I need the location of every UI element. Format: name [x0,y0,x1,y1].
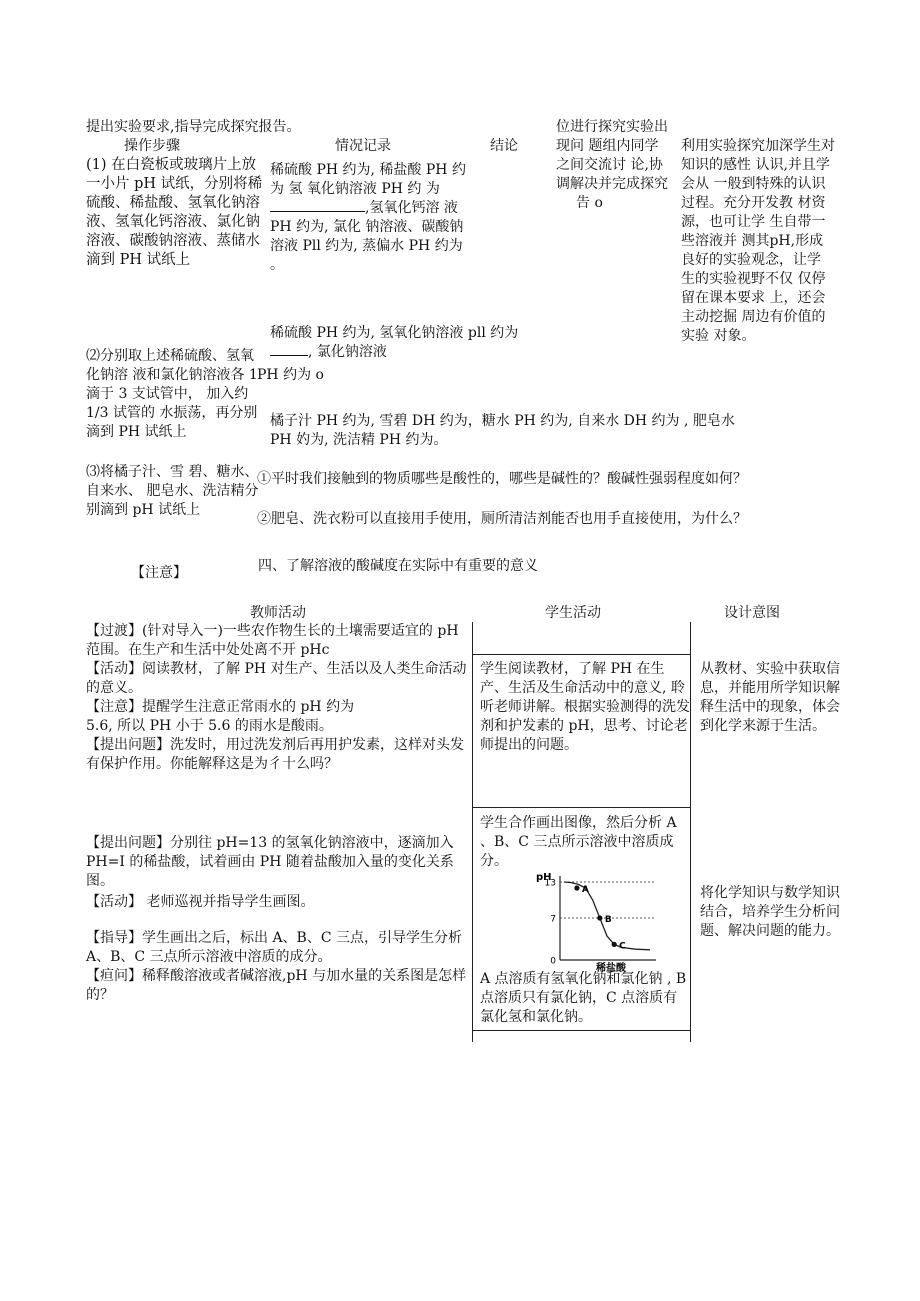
row-line-3 [472,1030,690,1031]
record-1: 稀硫酸 PH 约为, 稀盐酸 PH 约为 氢 氧化钠溶液 PH 约 为 ,氢氧化钙溶 液 PH 约为, 氯化 钠溶液、碳酸钠溶液 Pll 约为, 蒸偏水 PH 约为 。 [270,162,466,273]
note-label: 【注意】 [131,565,187,581]
header-record: 情况记录 [335,138,391,154]
teacher-column [86,622,472,774]
student-answer: A 点溶质有氢氧化钠和氯化钠 , B 点溶质只有氯化钠，C 点溶质有氯化氢和氯化钠。 [480,971,687,1025]
chart-y-label: pH [536,872,552,883]
divider-teacher-student [472,622,473,1042]
step-2: ⑵分别取上述稀硫酸、氢氧化钠溶 液和氯化钠溶液各 1 滴于 3 支试管中， 加入约 1/3 试管的 水振荡，再分别滴到 PH 试纸上 [86,348,258,440]
chart-x-label: 稀盐酸 [596,963,626,972]
student-graph-task: 学生合作画出图像，然后分析 A 、B、C 三点所示溶液中溶质成分。 [480,815,677,869]
design-intent-1: 从教材、实验中获取信息，并能用所学知识解释生活中的现象，体会到化学来源于生活。 [700,661,840,734]
chart-point-C [612,942,617,947]
chart-point-label: A [581,885,589,895]
header-teacher: 教师活动 [250,605,306,621]
teacher-question-hair: 【提出问题】洗发时，用过洗发剂后再用护发素，这样对头发有保护作用。你能解释这是为彳十么吗？ [86,737,464,772]
chart-tick-label: 7 [550,914,556,925]
step-1: (1) 在白瓷板或玻璃片上放一小片 pH 试纸，分别将稀硫酸、稀盐酸、氢氧化钠溶液、氢氧化钙溶液、氯化钠溶液、碳酸钠溶液、蒸储水滴到 PH 试纸上 [86,157,263,268]
ph-titration-chart [532,868,662,972]
chart-point-label: B [604,915,612,925]
header-design: 设计意图 [724,605,780,621]
chart-point-label: C [619,941,626,952]
record-2-end: PH 约为 o [257,367,324,383]
record-3: 橘子汁 PH 约为, 雪碧 DH 约为，糖水 PH 约为, 自来水 DH 约为 , 肥皂水 PH 妁为, 洗洁精 PH 约为。 [270,413,735,448]
design-intent-2: 将化学知识与数学知识结合，培养学生分析问题、解决问题的能力。 [700,885,840,939]
teacher-guide: 【指导】学生画出之后，标出 A、B、C 三点，引导学生分析 A、B、C 三点所示溶液中溶质的成分。 [86,930,463,965]
design-intent-top: 利用实验探究加深学生对知识的感性 认识,并且学会从 一般到特殊的认识 过程。充分开发教 材资源，也可让学 生自带一些溶液并 测其pH,形成良好的实验观念，让学 生的实验视野不仅 仅停留在课本要求 上，还会主动挖掘 周边有价值的实验 对象。 [681,138,835,344]
row-line-2 [472,807,690,808]
record-1-blank [270,211,365,212]
record-2-blank [270,355,308,356]
teacher-question-dilute: 【疸问】稀释酸溶液或者碱溶液,pH 与加水量的关系图是怎样的？ [86,968,467,1003]
teacher-note: 【注意】提醒学生注意正常雨水的 pH 约为 [86,699,355,715]
student-activity-tail: 告 o [576,195,603,211]
header-student: 学生活动 [545,605,601,621]
intro-line: 提出实验要求,指导完成探究报告。 [86,119,301,135]
student-activity-top: 位进行探究实验出现问 题组内同学 之间交流讨 论,协调解决并完成探究 告 o [556,119,668,211]
student-reading: 学生阅读教材，了解 PH 在生产、生活及生命活动中的意义, 聆听老师讲解。根据实验测得的洗发剂和护发素的 pH，思考、讨论老师提出的问题。 [480,661,690,753]
question-1: ①平时我们接触到的物质哪些是酸性的，哪些是碱性的？酸碱性强弱程度如何？ [257,471,747,487]
section-title: 四、了解溶液的酸碱度在实际中有重要的意义 [258,558,538,574]
question-2: ②肥皂、洗衣粉可以直接用手使用，厕所清洁剂能否也用手直接使用，为什么？ [257,511,747,527]
teacher-transition: 【过渡】(针对导入一)一些农作物生长的土壤需要适宜的 pH 范围。在生产和生活中处处离不开 pHc [86,623,459,658]
teacher-rain: 5.6, 所以 PH 小于 5.6 的雨水是酸雨。 [86,718,333,734]
chart-tick-label: 13 [544,878,556,889]
teacher-column-2 [86,834,472,1005]
teacher-question-graph: 【提出问题】分别往 pH=13 的氢氧化钠溶液中，逐滴加入 PH=I 的稀盐酸，试着画由 PH 随着盐酸加入量的变化关系图。 [86,835,454,889]
record-2: 稀硫酸 PH 约为, 氢氧化钠溶液 pll 约为 , 氯化钠溶液 [270,325,519,360]
teacher-activity: 【活动】阅读教材，了解 PH 对生产、生活以及人类生命活动的意义。 [86,661,467,696]
chart-point-A [574,885,579,890]
chart-tick-label: 0 [550,956,556,967]
chart-point-B [597,915,602,920]
header-conclusion: 结论 [490,138,518,154]
row-line-1 [472,654,690,655]
teacher-activity-2: 【活动】 老师巡视并指导学生画图。 [86,894,315,910]
step-3: ⑶将橘子汁、雪 碧、糖水、自来水、 肥皂水、洗洁精分 别滴到 pH 试纸上 [86,464,259,518]
header-steps: 操作步骤 [124,138,180,154]
divider-student-design [690,622,691,1042]
